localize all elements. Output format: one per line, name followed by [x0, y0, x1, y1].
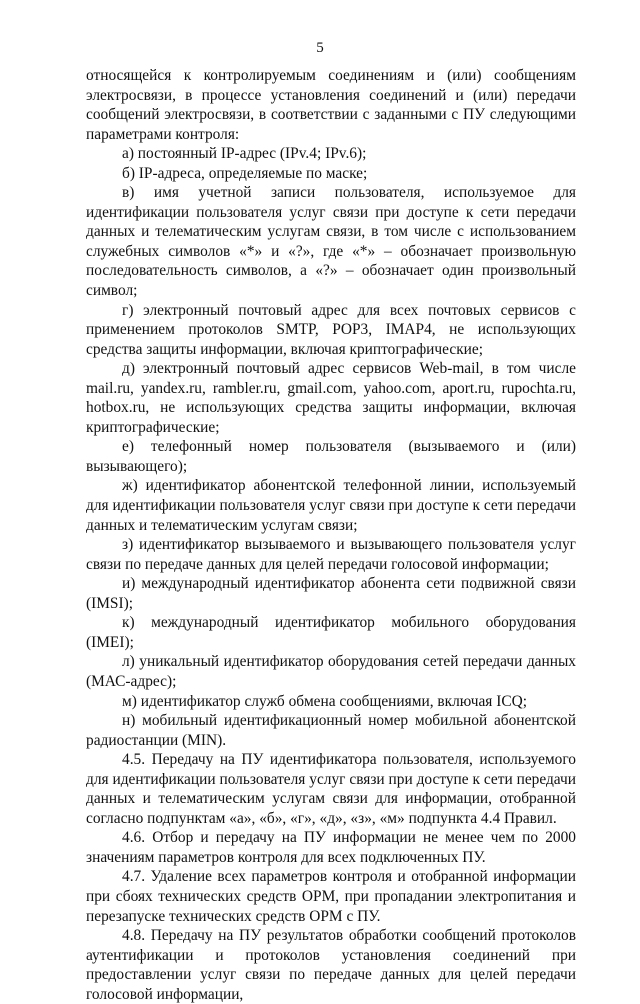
document-body: [86, 66, 576, 1004]
list-item-i: и) международный идентификатор абонента сети подвижной связи (IMSI);: [86, 575, 576, 612]
list-item-k: к) международный идентификатор мобильного оборудования (IMEI);: [86, 614, 576, 651]
list-item-a: а) постоянный IP-адрес (IPv.4; IPv.6);: [122, 145, 367, 163]
list-item-e: е) телефонный номер пользователя (вызываемого и (или) вызывающего);: [86, 438, 576, 475]
section-4-7: 4.7. Удаление всех параметров контроля и отобранной информации при сбоях технических средств ОРМ, при пропадании электропитания и перезапуске технических средств ОРМ с ПУ.: [86, 868, 576, 925]
list-item-v: в) имя учетной записи пользователя, используемое для идентификации пользователя услуг связи при доступе к сети передачи данных и телематическим услугам связи, в том числе с использованием служебных символов «*» и «?», где «*» – обозначает произвольную последовательность символов, а «?» – обозначает один произвольный символ;: [86, 184, 576, 300]
section-4-6: 4.6. Отбор и передачу на ПУ информации не менее чем по 2000 значениям параметров контроля для всех подключенных ПУ.: [86, 829, 576, 866]
section-4-5: 4.5. Передачу на ПУ идентификатора пользователя, используемого для идентификации пользователя услуг связи при доступе к сети передачи данных и телематическим услугам связи для информации, отобранной согласно подпунктам «а», «б», «г», «д», «з», «м» подпункта 4.4 Правил.: [86, 751, 576, 827]
list-item-zh: ж) идентификатор абонентской телефонной линии, используемый для идентификации пользователя услуг связи при доступе к сети передачи данных и телематическим услугам связи;: [86, 477, 576, 534]
list-item-b: б) IP-адреса, определяемые по маске;: [122, 164, 368, 182]
list-item-l: л) уникальный идентификатор оборудования сетей передачи данных (МАС-адрес);: [86, 653, 576, 690]
page-number: 5: [316, 40, 324, 56]
list-item-g: г) электронный почтовый адрес для всех почтовых сервисов с применением протоколов SMTP, POP3, IMAP4, не использующих средства защиты информации, включая криптографические;: [86, 301, 576, 358]
paragraph: относящейся к контролируемым соединениям и (или) сообщениям электросвязи, в процессе установления соединений и (или) передачи сообщений электросвязи, в соответствии с заданными с ПУ следующими параметрами контроля:: [86, 67, 576, 143]
list-item-m: м) идентификатор служб обмена сообщениями, включая ICQ;: [122, 692, 528, 710]
list-item-d: д) электронный почтовый адрес сервисов Web-mail, в том числе mail.ru, yandex.ru, rambler.ru, gmail.com, yahoo.com, aport.ru, rupochta.ru, hotbox.ru, не использующих средства защиты информации, включая криптографические;: [86, 360, 576, 436]
section-4-8: 4.8. Передачу на ПУ результатов обработки сообщений протоколов аутентификации и протоколов установления соединений при предоставлении услуг связи по передаче данных для целей передачи голосовой информации,: [86, 927, 576, 1003]
list-item-z: з) идентификатор вызываемого и вызывающего пользователя услуг связи по передаче данных для целей передачи голосовой информации;: [86, 536, 576, 573]
list-item-n: н) мобильный идентификационный номер мобильной абонентской радиостанции (MIN).: [86, 712, 576, 749]
